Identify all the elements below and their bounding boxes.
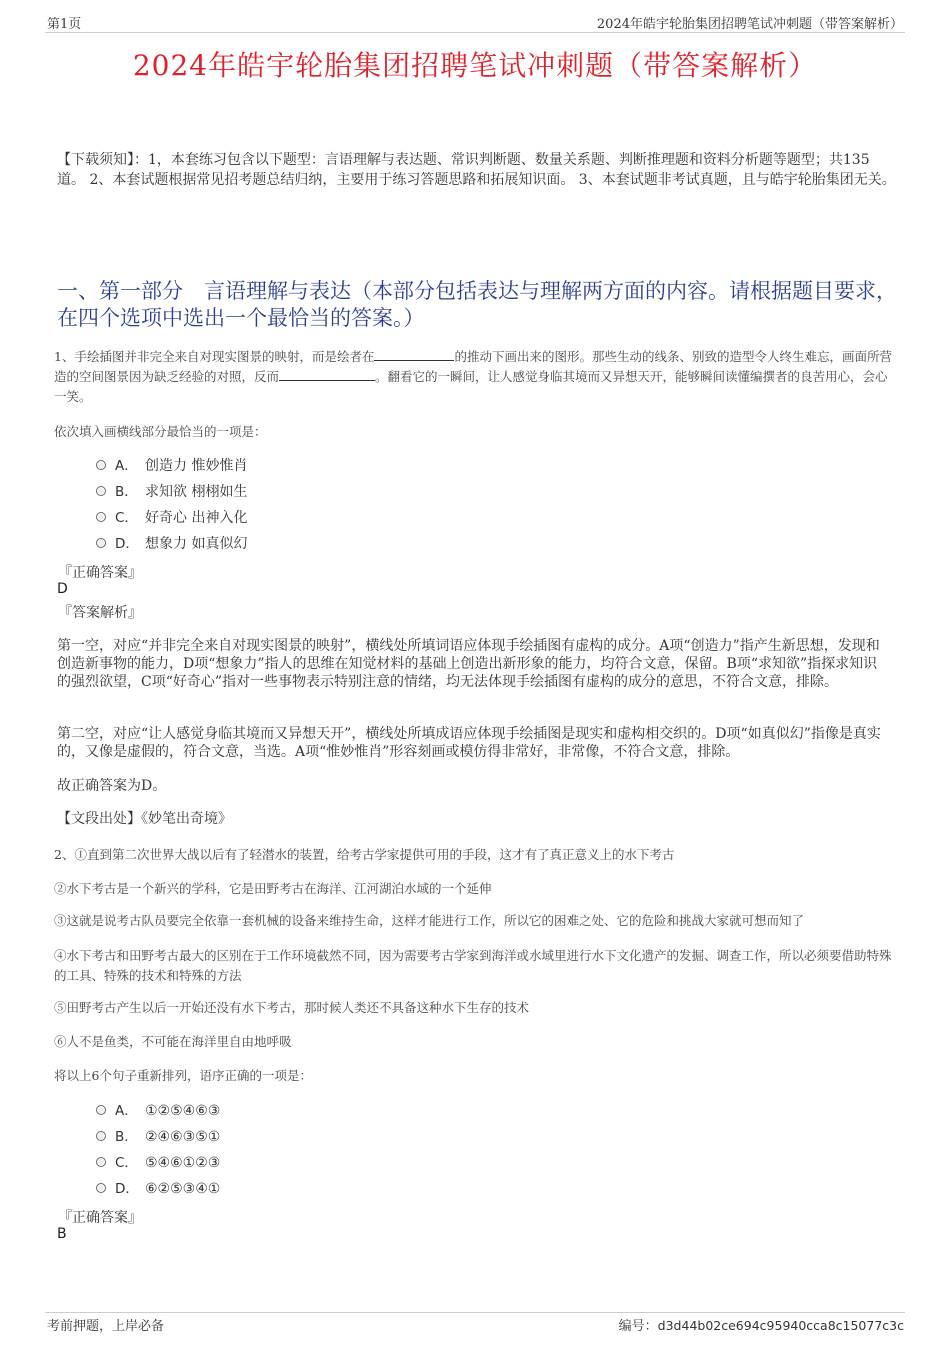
footer-code xyxy=(619,1315,904,1334)
question-2-sentence-3: ③这就是说考古队员要完全依靠一套机械的设备来维持生命，这样才能进行工作，所以它的困难之处、它的危险和挑战大家就可想而知了 xyxy=(54,913,805,928)
radio-icon[interactable] xyxy=(96,486,106,496)
q2-option-b[interactable] xyxy=(96,1127,220,1147)
footer-code-label: 编号： xyxy=(618,1319,658,1334)
question-1-text-part2: 的推动下画出来的图形。那些生动的线条、别致的造型令人终生难忘，画面所营造的空间图景因为缺乏经验的对照，反而 xyxy=(54,349,892,384)
page-header xyxy=(0,0,950,34)
option-key: C． xyxy=(115,1155,138,1171)
q1-answer-label: 『正确答案』 xyxy=(58,565,142,581)
q1-option-c[interactable] xyxy=(96,508,247,528)
q1-analysis-label: 『答案解析』 xyxy=(58,605,142,621)
option-text: 创造力 惟妙惟肖 xyxy=(145,458,248,474)
option-key: D． xyxy=(115,1181,139,1197)
question-2-sentence-5: ⑤田野考古产生以后一开始还没有水下考古，那时候人类还不具备这种水下生存的技术 xyxy=(54,1000,530,1015)
q1-source: 【文段出处】《妙笔出奇境》 xyxy=(57,811,232,827)
radio-icon[interactable] xyxy=(96,1131,106,1141)
option-text: 想象力 如真似幻 xyxy=(145,536,248,552)
option-key: C． xyxy=(115,510,138,526)
option-text: 好奇心 出神入化 xyxy=(145,510,248,526)
footer-slogan: 考前押题，上岸必备 xyxy=(47,1319,165,1334)
download-notice: 【下载须知】：1，本套练习包含以下题型：言语理解与表达题、常识判断题、数量关系题、判断推理题和资料分析题等题型；共135道。 2、本套试题根据常见招考题总结归纳，主要用于练习答题思路和拓展知识面。 3、本套试题非考试真题，且与皓宇轮胎集团无关。 xyxy=(57,152,896,188)
radio-icon[interactable] xyxy=(96,1105,106,1115)
option-key: A． xyxy=(115,1103,138,1119)
option-text: 求知欲 栩栩如生 xyxy=(145,484,248,500)
section-heading: 一、第一部分 言语理解与表达（本部分包括表达与理解两方面的内容。请根据题目要求，在四个选项中选出一个最恰当的答案。） xyxy=(57,279,897,330)
option-text: ①②⑤④⑥③ xyxy=(145,1103,221,1119)
q2-option-c[interactable] xyxy=(96,1153,220,1173)
question-2-prompt: 将以上6个句子重新排列，语序正确的一项是： xyxy=(54,1068,312,1083)
option-key: B． xyxy=(115,1129,138,1145)
question-1-prompt: 依次填入画横线部分最恰当的一项是： xyxy=(54,424,267,439)
option-key: A． xyxy=(115,458,138,474)
fill-blank-1 xyxy=(374,360,454,361)
question-2-sentence-4: ④水下考古和田野考古最大的区别在于工作环境截然不同，因为需要考古学家到海洋或水域里进行水下文化遗产的发掘、调查工作，所以必须要借助特殊的工具、特殊的技术和特殊的方法 xyxy=(54,948,892,983)
q2-answer-label: 『正确答案』 xyxy=(58,1210,142,1226)
question-1-stem xyxy=(54,347,899,407)
radio-icon[interactable] xyxy=(96,1157,106,1167)
page-number: 第1页 xyxy=(47,17,82,32)
header-doc-title: 2024年皓宇轮胎集团招聘笔试冲刺题（带答案解析） xyxy=(596,17,903,32)
question-2-sentence-6: ⑥人不是鱼类，不可能在海洋里自由地呼吸 xyxy=(54,1034,292,1049)
option-key: B． xyxy=(115,484,138,500)
header-divider xyxy=(45,32,905,33)
question-2-sentence-2: ②水下考古是一个新兴的学科，它是田野考古在海洋、江河湖泊水域的一个延伸 xyxy=(54,881,492,896)
q2-option-d[interactable] xyxy=(96,1179,220,1199)
q1-option-a[interactable] xyxy=(96,456,247,476)
radio-icon[interactable] xyxy=(96,512,106,522)
question-1-text-part1: 1、手绘插图并非完全来自对现实图景的映射，而是绘者在 xyxy=(54,349,375,364)
option-text: ⑤④⑥①②③ xyxy=(145,1155,221,1171)
footer-code-value: d3d44b02ce694c95940cca8c15077c3c xyxy=(657,1318,904,1333)
question-1-text-part3: 。翻看它的一瞬间，让人感觉身临其境而又异想天开，能够瞬间读懂编撰者的良苦用心，会心一笑。 xyxy=(54,369,888,404)
fill-blank-2 xyxy=(279,380,375,381)
footer-divider xyxy=(45,1312,905,1313)
q1-analysis-paragraph-2: 第二空，对应“让人感觉身临其境而又异想天开”，横线处所填成语应体现手绘插图是现实和虚构相交织的。D项“如真似幻”指像是真实的，又像是虚假的，符合文意，当选。A项“惟妙惟肖”形容刻画或模仿得非常好，非常像，不符合文意，排除。 xyxy=(57,726,881,760)
q1-analysis-conclusion: 故正确答案为D。 xyxy=(57,778,167,794)
question-2-sentence-1: 2、①直到第二次世界大战以后有了轻潜水的装置，给考古学家提供可用的手段，这才有了真正意义上的水下考古 xyxy=(54,847,675,862)
option-text: ②④⑥③⑤① xyxy=(145,1129,221,1145)
option-key: D． xyxy=(115,536,139,552)
option-text: ⑥②⑤③④① xyxy=(145,1181,221,1197)
document-title: 2024年皓宇轮胎集团招聘笔试冲刺题（带答案解析） xyxy=(132,49,818,82)
q1-option-d[interactable] xyxy=(96,534,247,554)
radio-icon[interactable] xyxy=(96,1183,106,1193)
q1-analysis-paragraph-1: 第一空，对应“并非完全来自对现实图景的映射”，横线处所填词语应体现手绘插图有虚构的成分。A项“创造力”指产生新思想，发现和创造新事物的能力，D项“想象力”指人的思维在知觉材料的基础上创造出新形象的能力，均符合文意，保留。B项“求知欲”指探求知识的强烈欲望，C项“好奇心”指对一些事物表示特别注意的情绪，均无法体现手绘插图有虚构的成分的意思，不符合文意，排除。 xyxy=(57,638,880,690)
q1-answer-value: D xyxy=(57,581,68,597)
radio-icon[interactable] xyxy=(96,460,106,470)
q1-option-b[interactable] xyxy=(96,482,247,502)
q2-answer-value: B xyxy=(57,1226,67,1242)
q2-option-a[interactable] xyxy=(96,1101,220,1121)
radio-icon[interactable] xyxy=(96,538,106,548)
